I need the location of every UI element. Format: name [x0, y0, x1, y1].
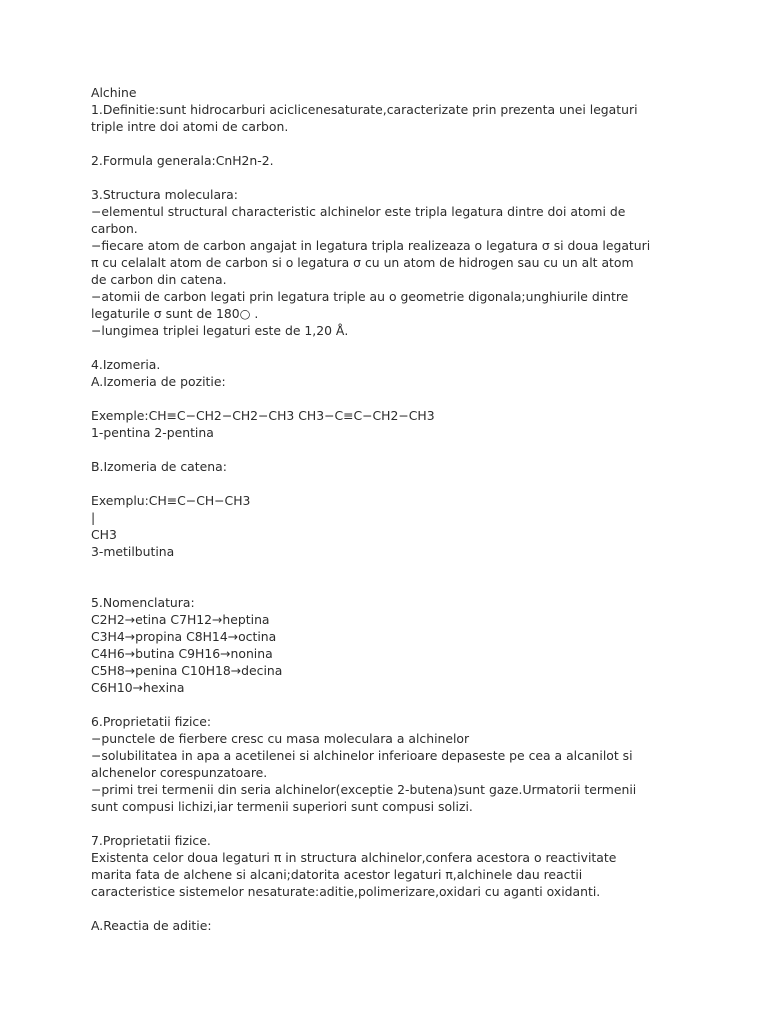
property-line: caracteristice sistemelor nesaturate:aditie,polimerizare,oxidari cu aganti oxidanti.	[91, 884, 601, 899]
document-title: Alchine	[91, 85, 137, 100]
example-line: 1-pentina 2-pentina	[91, 425, 214, 440]
structure-line: carbon.	[91, 221, 138, 236]
structure-line: π cu celalalt atom de carbon si o legatura σ cu un atom de hidrogen sau cu un alt atom	[91, 255, 634, 270]
subsection-heading: B.Izomeria de catena:	[91, 459, 227, 474]
example-line: CH3	[91, 527, 117, 542]
nomenclature-line: C4H6→butina C9H16→nonina	[91, 646, 273, 661]
section-heading: 4.Izomeria.	[91, 357, 161, 372]
structure-line: legaturile σ sunt de 180○ .	[91, 306, 259, 321]
definition-line: triple intre doi atomi de carbon.	[91, 119, 289, 134]
section-heading: 7.Proprietatii fizice.	[91, 833, 211, 848]
structure-line: −atomii de carbon legati prin legatura triple au o geometrie digonala;unghiurile dintre	[91, 289, 629, 304]
structure-line: −lungimea triplei legaturi este de 1,20 Å.	[91, 323, 349, 338]
definition-line: 1.Definitie:sunt hidrocarburi aciclicenesaturate,caracterizate prin prezenta unei legaturi	[91, 102, 638, 117]
nomenclature-line: C2H2→etina C7H12→heptina	[91, 612, 270, 627]
section-heading: 6.Proprietatii fizice:	[91, 714, 211, 729]
nomenclature-line: C6H10→hexina	[91, 680, 185, 695]
subsection-heading: A.Izomeria de pozitie:	[91, 374, 226, 389]
property-line: −solubilitatea in apa a acetilenei si alchinelor inferioare depaseste pe cea a alcanilot si	[91, 748, 633, 763]
property-line: alchenelor corespunzatoare.	[91, 765, 268, 780]
property-line: sunt compusi lichizi,iar termenii superiori sunt compusi solizi.	[91, 799, 473, 814]
example-line: 3-metilbutina	[91, 544, 175, 559]
section-heading: 3.Structura moleculara:	[91, 187, 238, 202]
property-line: −primi trei termenii din seria alchinelor(exceptie 2-butena)sunt gaze.Urmatorii termenii	[91, 782, 637, 797]
document-body	[91, 84, 731, 934]
property-line: Existenta celor doua legaturi π in structura alchinelor,confera acestora o reactivitate	[91, 850, 617, 865]
structure-line: −elementul structural characteristic alchinelor este tripla legatura dintre doi atomi de	[91, 204, 626, 219]
example-line: Exemplu:CH≡C−CH−CH3	[91, 493, 251, 508]
example-line: |	[91, 510, 96, 525]
property-line: marita fata de alchene si alcani;datorita acestor legaturi π,alchinele dau reactii	[91, 867, 583, 882]
structure-line: de carbon din catena.	[91, 272, 227, 287]
subsection-heading: A.Reactia de aditie:	[91, 918, 212, 933]
nomenclature-line: C3H4→propina C8H14→octina	[91, 629, 277, 644]
property-line: −punctele de fierbere cresc cu masa moleculara a alchinelor	[91, 731, 470, 746]
section-heading: 5.Nomenclatura:	[91, 595, 195, 610]
nomenclature-line: C5H8→penina C10H18→decina	[91, 663, 283, 678]
structure-line: −fiecare atom de carbon angajat in legatura tripla realizeaza o legatura σ si doua legaturi	[91, 238, 651, 253]
example-line: Exemple:CH≡C−CH2−CH2−CH3 CH3−C≡C−CH2−CH3	[91, 408, 435, 423]
formula-line: 2.Formula generala:CnH2n-2.	[91, 153, 274, 168]
